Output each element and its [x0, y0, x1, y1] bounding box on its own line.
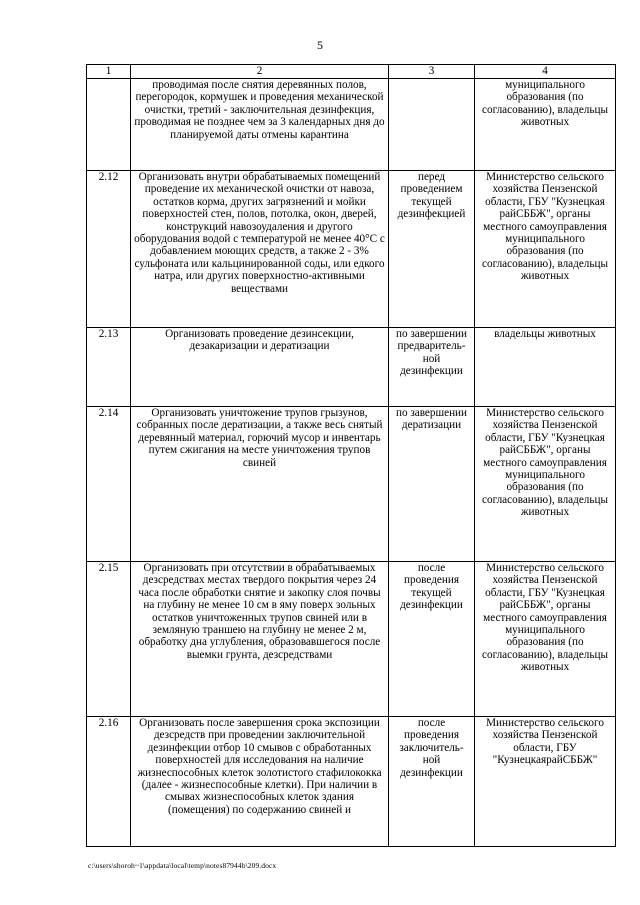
responsible-text: Министерство сельского хозяйства Пензенской области, ГБУ "Кузнецкая райСББЖ", органы местного самоуправления муниципального образования (по согласованию), владельцы животных	[475, 562, 616, 717]
item-number	[87, 79, 131, 171]
header-col-2: 2	[131, 65, 389, 79]
item-number: 2.14	[87, 407, 131, 562]
responsible-text: Министерство сельского хозяйства Пензенской области, ГБУ "КузнецкаярайСББЖ"	[475, 717, 616, 847]
action-text: Организовать проведение дезинсекции, дезакаризации и дератизации	[131, 328, 389, 407]
responsible-text: владельцы животных	[475, 328, 616, 407]
table-row	[87, 407, 616, 562]
table-header-row	[87, 65, 616, 79]
page-number: 5	[317, 38, 323, 52]
responsible-text: Министерство сельского хозяйства Пензенской области, ГБУ "Кузнецкая райСББЖ", органы местного самоуправления муниципального образования (по согласованию), владельцы животных	[475, 171, 616, 328]
item-number: 2.12	[87, 171, 131, 328]
measures-table	[86, 64, 616, 847]
header-col-1: 1	[87, 65, 131, 79]
table-row	[87, 79, 616, 171]
action-text: Организовать уничтожение трупов грызунов, собранных после дератизации, а также весь снятый деревянный материал, горючий мусор и инвентарь путем сжигания на месте уничтожения трупов свиней	[131, 407, 389, 562]
table-row	[87, 717, 616, 847]
item-number: 2.13	[87, 328, 131, 407]
term-text: по завершении дератизации	[389, 407, 475, 562]
header-col-4: 4	[475, 65, 616, 79]
action-text: Организовать при отсутствии в обрабатываемых дезсредствах местах твердого покрытия через 24 часа после обработки снятие и закопку слоя почвы на глубину не менее 10 см в яму поверх зольных остатков уничтоженных трупов свиней или в земляную траншею на глубину не менее 2 м, обработку дна углубления, образовавшегося после выемки грунта, дезсредствами	[131, 562, 389, 717]
table-row	[87, 328, 616, 407]
responsible-text: Министерство сельского хозяйства Пензенской области, ГБУ "Кузнецкая райСББЖ", органы местного самоуправления муниципального образования (по согласованию), владельцы животных	[475, 407, 616, 562]
item-number: 2.16	[87, 717, 131, 847]
footer-file-path: c:\users\shoroh~1\appdata\local\temp\notes87944b\209.docx	[88, 861, 277, 870]
action-text: Организовать после завершения срока экспозиции дезсредств при проведении заключительной дезинфекции отбор 10 смывов с обработанных поверхностей для исследования на наличие жизнеспособных клеток золотистого стафилококка (далее - жизнеспособные клетки). При наличии в смывах жизнеспособных клеток здания (помещения) по содержанию свиней и	[131, 717, 389, 847]
term-text: после проведения текущей дезинфекции	[389, 562, 475, 717]
table-row	[87, 171, 616, 328]
responsible-text: муниципального образования (по согласованию), владельцы животных	[475, 79, 616, 171]
item-number: 2.15	[87, 562, 131, 717]
term-text: по завершении предваритель-ной дезинфекции	[389, 328, 475, 407]
table-row	[87, 562, 616, 717]
action-text: проводимая после снятия деревянных полов, перегородок, кормушек и проведения механической очистки, третий - заключительная дезинфекция, проводимая не позднее чем за 3 календарных дня до планируемой даты отмены карантина	[131, 79, 389, 171]
header-col-3: 3	[389, 65, 475, 79]
action-text: Организовать внутри обрабатываемых помещений проведение их механической очистки от навоза, остатков корма, других загрязнений и мойки поверхностей стен, полов, потолка, окон, дверей, конструкций навозоудаления и другого оборудования водой с температурой не менее 40°C с добавлением моющих средств, а также 2 - 3% сульфоната или кальцинированной соды, или едкого натра, или других поверхностно-активными веществами	[131, 171, 389, 328]
term-text: перед проведением текущей дезинфекцией	[389, 171, 475, 328]
term-text: после проведения заключитель-ной дезинфекции	[389, 717, 475, 847]
term-text	[389, 79, 475, 171]
